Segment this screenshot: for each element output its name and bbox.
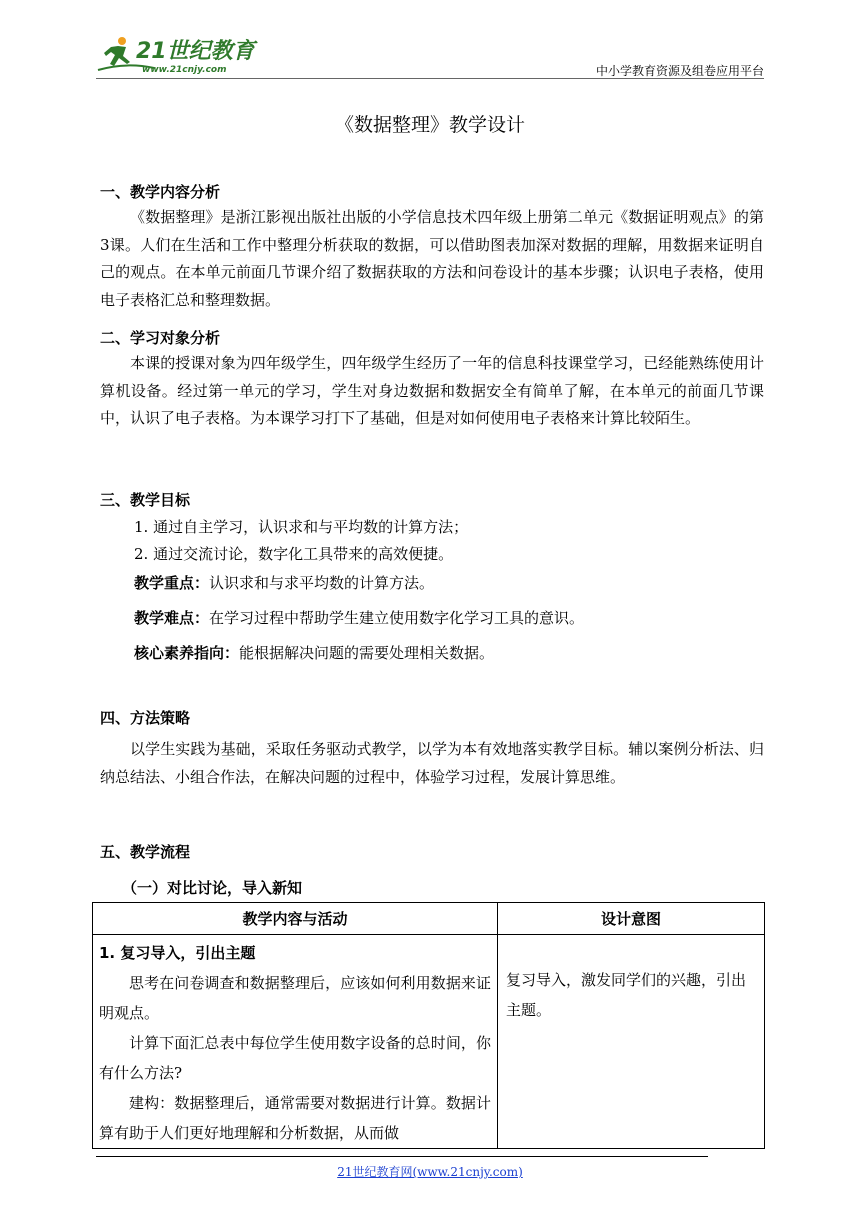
- difficult-point-text: 在学习过程中帮助学生建立使用数字化学习工具的意识。: [209, 609, 585, 627]
- section-paragraph: 以学生实践为基础，采取任务驱动式教学，以学为本有效地落实教学目标。辅以案例分析法、归纳总结法、小组合作法，在解决问题的过程中，体验学习过程，发展计算思维。: [100, 740, 764, 786]
- platform-tagline: 中小学教育资源及组卷应用平台: [595, 64, 764, 78]
- footer-divider: [96, 1156, 708, 1157]
- core-literacy-label: 核心素养指向：: [134, 644, 240, 662]
- section-learner-analysis: [100, 326, 764, 433]
- objective-item: 2. 通过交流讨论，数字化工具带来的高效便捷。: [134, 545, 454, 563]
- footer-link[interactable]: 21世纪教育网(www.21cnjy.com): [337, 1165, 523, 1179]
- key-point: [100, 570, 764, 597]
- core-literacy-text: 能根据解决问题的需要处理相关数据。: [239, 644, 495, 662]
- step-title: 1. 复习导入，引出主题: [99, 944, 256, 962]
- page-header: [96, 30, 764, 80]
- activity-paragraph: 建构：数据整理后，通常需要对数据进行计算。数据计算有助于人们更好地理解和分析数据，从而做: [99, 1094, 491, 1142]
- section-methods: [100, 706, 764, 791]
- activity-paragraph: 思考在问卷调查和数据整理后，应该如何利用数据来证明观点。: [99, 974, 491, 1022]
- activity-paragraph: 计算下面汇总表中每位学生使用数字设备的总时间，你有什么方法?: [99, 1034, 491, 1082]
- column-header-intent: 设计意图: [498, 903, 765, 935]
- activities-cell: [93, 935, 498, 1149]
- table-row: [93, 935, 765, 1149]
- key-point-text: 认识求和与求平均数的计算方法。: [209, 574, 435, 592]
- section-heading: 三、教学目标: [100, 491, 191, 509]
- section-heading: 一、教学内容分析: [100, 183, 221, 201]
- section-heading: 二、学习对象分析: [100, 329, 221, 347]
- key-point-label: 教学重点：: [134, 574, 210, 592]
- objective-item: 1. 通过自主学习，认识求和与平均数的计算方法；: [134, 518, 469, 536]
- section-process: [100, 840, 764, 900]
- section-heading: 四、方法策略: [100, 709, 191, 727]
- header-divider: [96, 78, 764, 79]
- runner-logo-icon: [96, 32, 266, 76]
- svg-text:21世纪教育: 21世纪教育: [136, 39, 255, 64]
- section-paragraph: 《数据整理》是浙江影视出版社出版的小学信息技术四年级上册第二单元《数据证明观点》的第3课。人们在生活和工作中整理分析获取的数据，可以借助图表加深对数据的理解，用数据来证明自己的观点。在本单元前面几节课介绍了数据获取的方法和问卷设计的基本步骤；认识电子表格，使用电子表格汇总和整理数据。: [100, 208, 764, 309]
- section-content-analysis: [100, 180, 764, 314]
- table-header-row: [93, 903, 765, 935]
- site-logo[interactable]: [96, 32, 266, 76]
- difficult-point: [100, 605, 764, 632]
- section-objectives: [100, 488, 764, 667]
- document-title: 《数据整理》教学设计: [334, 114, 525, 136]
- subsection-heading: （一）对比讨论，导入新知: [122, 879, 303, 897]
- core-literacy: [100, 640, 764, 667]
- intent-cell: 复习导入，激发同学们的兴趣，引出主题。: [498, 935, 765, 1149]
- section-heading: 五、教学流程: [100, 843, 191, 861]
- svg-text:www.21cnjy.com: www.21cnjy.com: [142, 65, 227, 75]
- difficult-point-label: 教学难点：: [134, 609, 210, 627]
- section-paragraph: 本课的授课对象为四年级学生，四年级学生经历了一年的信息科技课堂学习，已经能熟练使用计算机设备。经过第一单元的学习，学生对身边数据和数据安全有简单了解，在本单元的前面几节课中，认识了电子表格。为本课学习打下了基础，但是对如何使用电子表格来计算比较陌生。: [100, 354, 764, 427]
- process-table: [92, 902, 765, 1149]
- column-header-activities: 教学内容与活动: [93, 903, 498, 935]
